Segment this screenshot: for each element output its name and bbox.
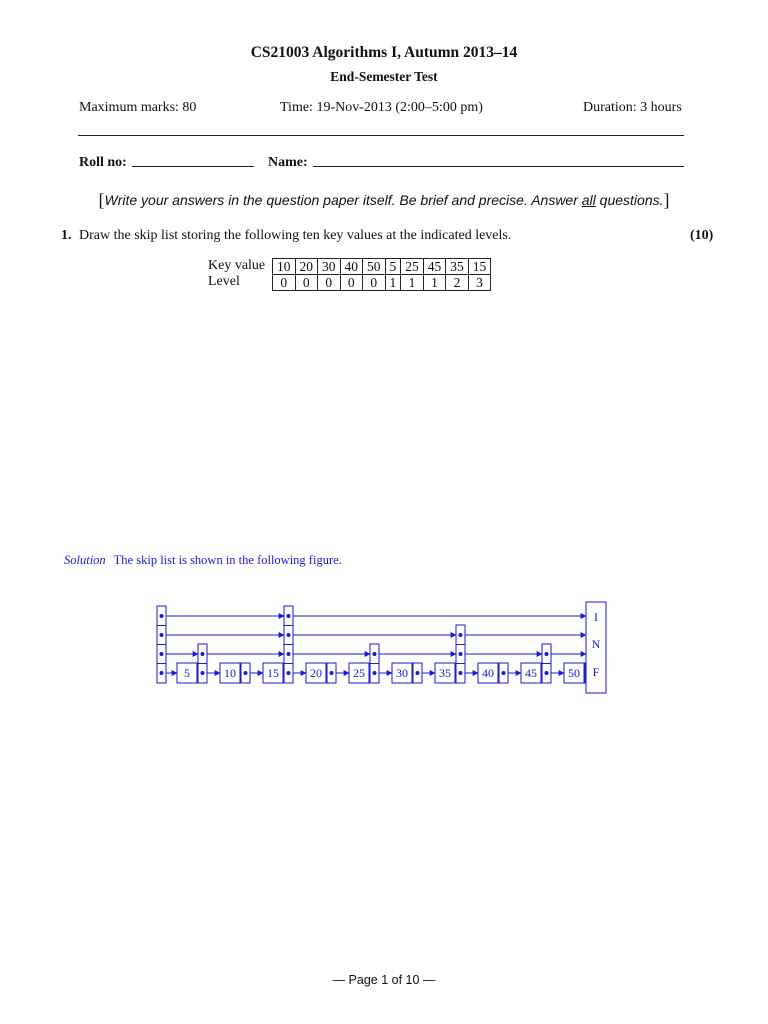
key-cell: 45 — [423, 259, 446, 275]
key-cell: 25 — [401, 259, 424, 275]
pointer-dot — [330, 671, 334, 675]
pointer-dot — [416, 671, 420, 675]
pointer-dot — [287, 614, 291, 618]
level-cell: 0 — [295, 275, 318, 291]
pointer-dot — [160, 633, 164, 637]
level-cell: 0 — [340, 275, 363, 291]
pointer-dot — [160, 614, 164, 618]
key-label: 15 — [267, 666, 279, 680]
name-label: Name: — [268, 155, 308, 170]
key-cell: 30 — [318, 259, 341, 275]
pointer-dot — [459, 652, 463, 656]
level-label: Level — [208, 274, 240, 289]
level-cell: 0 — [318, 275, 341, 291]
key-label: 10 — [224, 666, 236, 680]
key-label: 40 — [482, 666, 494, 680]
level-cell: 1 — [401, 275, 424, 291]
page-footer: — Page 1 of 10 — — [332, 973, 436, 987]
key-label: 30 — [396, 666, 408, 680]
key-cell: 5 — [385, 259, 401, 275]
pointer-dot — [201, 671, 205, 675]
question-marks: (10) — [690, 228, 714, 243]
key-label: 50 — [568, 666, 580, 680]
instructions-bracket-open: [ — [98, 190, 105, 210]
pointer-dot — [160, 671, 164, 675]
solution-label: Solution — [64, 553, 106, 567]
pointer-dot — [545, 671, 549, 675]
pointer-dot — [459, 671, 463, 675]
pointer-dot — [201, 652, 205, 656]
pointer-dot — [373, 652, 377, 656]
level-cell: 1 — [385, 275, 401, 291]
roll-no-label: Roll no: — [79, 155, 127, 170]
level-cell: 1 — [423, 275, 446, 291]
level-cell: 0 — [363, 275, 386, 291]
instructions-text: Write your answers in the question paper itself. Be brief and precise. Answer — [104, 192, 582, 208]
tail-letter: F — [592, 665, 600, 679]
question-text: Draw the skip list storing the following ten key values at the indicated levels. — [79, 228, 512, 243]
pointer-dot — [160, 652, 164, 656]
tail-letter: I — [594, 610, 598, 624]
key-label: 35 — [439, 666, 451, 680]
key-cell: 35 — [446, 259, 469, 275]
max-marks: Maximum marks: 80 — [79, 100, 197, 115]
key-label: 20 — [310, 666, 322, 680]
instructions-underlined: all — [581, 192, 596, 208]
pointer-dot — [373, 671, 377, 675]
tail-letter: N — [591, 637, 601, 651]
level-cell: 0 — [273, 275, 296, 291]
solution-text: The skip list is shown in the following figure. — [113, 553, 342, 567]
question-number: 1. — [61, 228, 72, 243]
key-cell: 40 — [340, 259, 363, 275]
key-value-label: Key value — [208, 258, 266, 273]
level-cell: 3 — [468, 275, 491, 291]
exam-title: CS21003 Algorithms I, Autumn 2013–14 — [250, 44, 518, 61]
key-cell: 10 — [273, 259, 296, 275]
pointer-dot — [502, 671, 506, 675]
level-cell: 2 — [446, 275, 469, 291]
pointer-dot — [545, 652, 549, 656]
key-cell: 20 — [295, 259, 318, 275]
pointer-dot — [287, 671, 291, 675]
exam-time: Time: 19-Nov-2013 (2:00–5:00 pm) — [280, 100, 483, 115]
pointer-dot — [459, 633, 463, 637]
key-label: 5 — [184, 666, 190, 680]
key-cell: 15 — [468, 259, 491, 275]
key-label: 45 — [525, 666, 537, 680]
pointer-dot — [287, 633, 291, 637]
key-label: 25 — [353, 666, 365, 680]
key-cell: 50 — [363, 259, 386, 275]
pointer-dot — [287, 652, 291, 656]
instructions-text-end: questions. — [595, 192, 664, 208]
pointer-dot — [244, 671, 248, 675]
exam-duration: Duration: 3 hours — [583, 100, 682, 115]
instructions-bracket-close: ] — [663, 190, 670, 210]
exam-subtitle: End-Semester Test — [330, 69, 438, 84]
